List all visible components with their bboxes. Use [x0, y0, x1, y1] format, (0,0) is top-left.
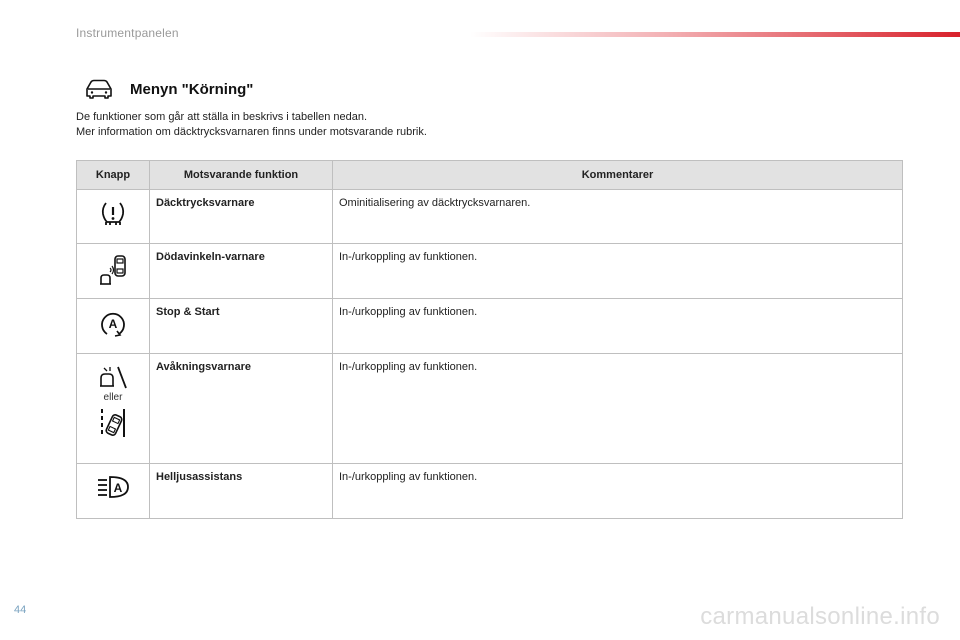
svg-text:A: A — [108, 317, 118, 331]
comment-cell — [333, 354, 903, 464]
or-label: eller — [103, 392, 123, 403]
comment-text: In-/urkoppling av funktionen. — [339, 251, 478, 263]
menu-title: Menyn "Körning" — [130, 80, 254, 98]
function-name: Däcktrycksvarnare — [156, 197, 255, 209]
function-cell — [150, 190, 333, 244]
header-knapp: Knapp — [77, 161, 150, 190]
comment-text: In-/urkoppling av funktionen. — [339, 361, 478, 373]
table-row — [77, 354, 903, 464]
comment-text: In-/urkoppling av funktionen. — [339, 306, 478, 318]
function-table — [76, 160, 903, 519]
stop-start-icon — [99, 309, 127, 339]
page-number: 44 — [14, 604, 27, 616]
function-cell — [150, 299, 333, 354]
comment-text: In-/urkoppling av funktionen. — [339, 471, 478, 483]
header-kommentarer: Kommentarer — [333, 161, 903, 190]
comment-cell — [333, 299, 903, 354]
comment-cell — [333, 244, 903, 299]
function-name: Dödavinkeln-varnare — [156, 251, 265, 263]
driver-attention-icon — [98, 364, 128, 390]
header-funktion: Motsvarande funktion — [150, 161, 333, 190]
function-name: Helljusassistans — [156, 471, 243, 483]
table-row — [77, 299, 903, 354]
function-name: Avåkningsvarnare — [156, 361, 251, 373]
function-cell — [150, 464, 333, 519]
watermark: carmanualsonline.info — [700, 603, 940, 630]
header-accent-bar — [470, 32, 960, 37]
section-title: Instrumentpanelen — [76, 26, 179, 40]
button-cell — [77, 464, 150, 519]
function-name: Stop & Start — [156, 306, 220, 318]
tyre-pressure-warning-icon — [100, 200, 126, 226]
function-cell — [150, 354, 333, 464]
intro-text — [76, 110, 427, 139]
lane-departure-icon — [98, 407, 128, 439]
car-front-icon — [84, 78, 114, 100]
comment-cell — [333, 464, 903, 519]
table-header-row — [77, 161, 903, 190]
menu-heading — [84, 78, 253, 100]
table-row — [77, 244, 903, 299]
button-cell — [77, 299, 150, 354]
button-cell — [77, 190, 150, 244]
function-cell — [150, 244, 333, 299]
button-cell — [77, 244, 150, 299]
intro-line-2: Mer information om däcktrycksvarnaren finns under motsvarande rubrik. — [76, 125, 427, 138]
svg-text:A: A — [113, 481, 123, 495]
comment-cell — [333, 190, 903, 244]
table-row — [77, 190, 903, 244]
table-row — [77, 464, 903, 519]
automatic-high-beam-icon — [96, 474, 130, 500]
blind-spot-icon — [98, 254, 128, 288]
intro-line-1: De funktioner som går att ställa in beskrivs i tabellen nedan. — [76, 111, 368, 123]
button-cell — [77, 354, 150, 464]
comment-text: Ominitialisering av däcktrycksvarnaren. — [339, 197, 531, 209]
